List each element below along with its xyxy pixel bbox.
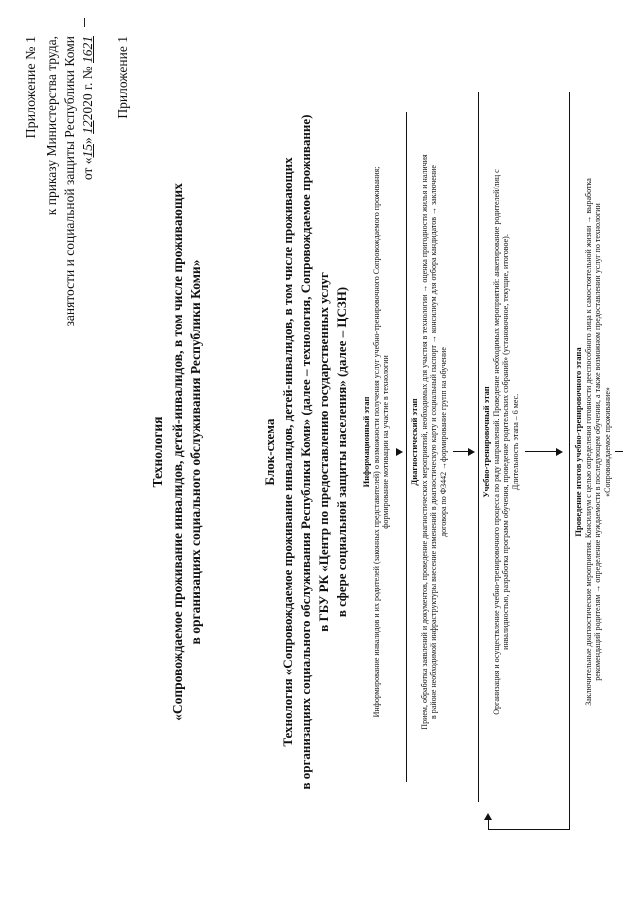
stage-text-line: Информирование инвалидов и их родителей (законных представителей) о возможности получения услуг учебно-тренировочного Сопровождаемого проживания;	[371, 166, 381, 718]
order-number: 1621	[80, 36, 95, 63]
header-appendix-number: Приложение № 1	[24, 36, 39, 139]
stage-text-line: рекомендаций родителям → определение нуждаемости в последующем обучении, а также возможном предоставлении услуг по технологии	[593, 203, 603, 681]
title-technology: Технология	[150, 416, 165, 488]
scheme-title: Блок-схема	[262, 418, 277, 486]
separator-line	[406, 112, 407, 782]
stage-informational	[362, 62, 391, 822]
stage-results	[574, 62, 612, 822]
arrow-down-icon	[556, 448, 563, 456]
connector-line	[615, 451, 623, 452]
header-ministry-line: занятости и социальной защиты Республики Коми	[62, 36, 77, 327]
date-mid: »	[80, 137, 95, 145]
stage-diagnostic	[410, 62, 448, 822]
title-line-2: «Сопровождаемое проживание инвалидов, детей-инвалидов, в том числе проживающих	[170, 183, 185, 721]
date-year: 2020 г. №	[80, 66, 95, 121]
date-prefix: от «	[80, 157, 95, 181]
stage-title: Диагностический этап	[409, 398, 419, 486]
connector-line	[525, 451, 557, 452]
title-line-3: в организациях социального обслуживания Республики Коми»	[188, 259, 203, 645]
stage-text-line: Организация и осуществление учебно-тренировочного процесса по ряду направлений. Проведение необходимых мероприятий: анкетирование родителей/лиц с	[491, 169, 501, 715]
scheme-line-5: в сфере социальной защиты населения» (далее – ЦСЗН)	[334, 286, 349, 618]
arrow-down-icon	[468, 448, 475, 456]
date-month: 12	[80, 120, 95, 134]
stage-text-line: Длительность этапа – 6 мес.	[510, 393, 520, 491]
stage-text-line: Заключительные диагностические мероприятия. Консилиум с целью определения готовности дееспособного лица к самостоятельной жизни → выработка	[583, 178, 593, 706]
separator-line	[569, 92, 570, 804]
header-order-line: к приказу Министерства труда,	[44, 36, 59, 216]
appendix-label: Приложение 1	[115, 36, 130, 119]
stage-text-line: договора по ФЗ442 →формирование групп на обучение	[438, 347, 448, 537]
stage-text-line: Прием, обработка заявлений и документов, проведение диагностических мероприятий, необходимых для участия в технологии → оценка пригодности жилья и наличия	[419, 154, 429, 730]
arrow-right-icon	[484, 813, 492, 820]
stage-text-line: формирование мотивации на участие в технологии	[381, 355, 391, 529]
stage-text-line: «Сопровождаемое проживание»	[602, 387, 612, 497]
rotated-document-page	[10, 12, 630, 892]
stage-training	[482, 62, 520, 822]
date-day: 15	[80, 144, 95, 158]
stage-title: Учебно-тренировочный этап	[481, 386, 491, 498]
scheme-line-4: в ГБУ РК «Центр по предоставлению государственных услуг	[316, 272, 331, 632]
stage-text-line: инвалидностью, разработка программ обучения, проведение родительских собраний» (установочное, текущие, итоговое).	[501, 234, 511, 650]
connector-line	[453, 451, 469, 452]
scheme-line-2: Технология «Сопровождаемое проживание инвалидов, детей-инвалидов, в том числе проживающих	[280, 157, 295, 747]
stage-title: Информационный этап	[361, 396, 371, 488]
separator-line	[478, 92, 479, 802]
scheme-line-3: в организациях социального обслуживания Республики Коми» (далее – технология, Сопровождаемое проживание)	[298, 114, 313, 790]
feedback-line	[488, 829, 570, 830]
stage-title: Проведение итогов учебно-тренировочного этапа	[573, 347, 583, 537]
header-date-line	[80, 36, 96, 180]
feedback-line	[569, 804, 570, 830]
stage-text-line: в районе необходимой инфраструктуры внесение изменений в диагностическую карту и социальный паспорт → консилиум для отбора кандидатов → заключение	[429, 165, 439, 719]
arrow-down-icon	[396, 448, 403, 456]
